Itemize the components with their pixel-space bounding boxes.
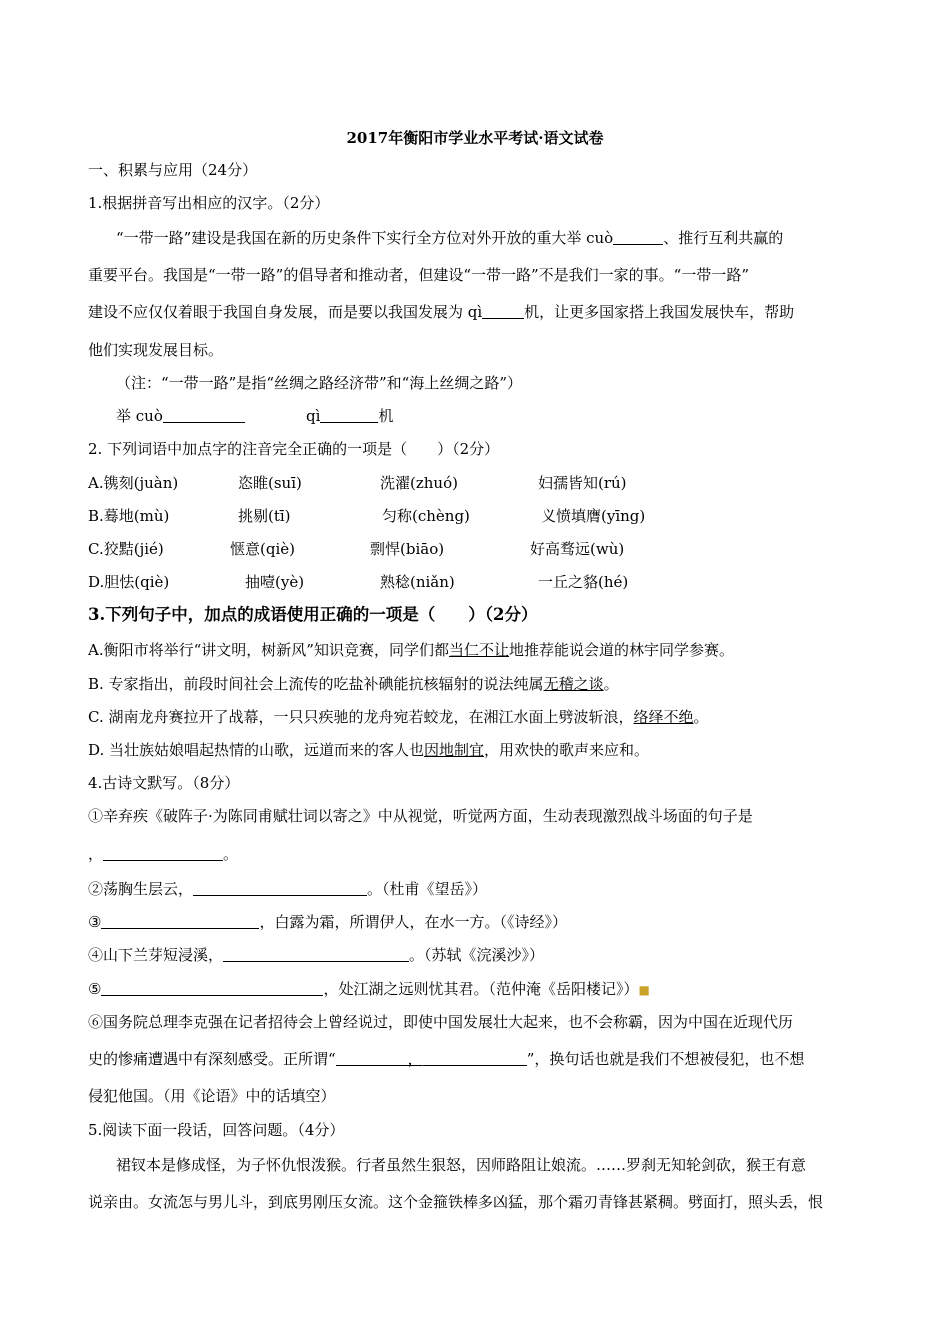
- q2-option: 惬意(qiè): [230, 540, 295, 558]
- q3-text: 。: [603, 675, 619, 693]
- q2-option: C.狡黠(jié): [88, 540, 164, 558]
- q3-text: D. 当壮族姑娘唱起热情的山歌，远道而来的客人也: [88, 741, 425, 759]
- q3-option-c: [88, 707, 709, 727]
- q2-option-row-b: [0, 506, 950, 526]
- q1-para-line2: 重要平台。我国是“一带一路”的倡导者和推动者，但建设“一带一路”不是我们一家的事。“一带一路”: [88, 266, 750, 284]
- answer-label: 举 cuò: [116, 407, 163, 425]
- q4-item4: [88, 945, 544, 965]
- q3-stem: 3.下列句子中，加点的成语使用正确的一项是（ ）（2分）: [88, 605, 538, 624]
- q3-idiom: 因地制宜: [424, 741, 485, 759]
- stray-mark: ■: [638, 983, 650, 997]
- q2-option: 匀称(chèng): [382, 507, 470, 525]
- q2-option: 挑剔(tī): [238, 507, 291, 525]
- q2-option: 一丘之貉(hé): [538, 573, 629, 591]
- answer-blank-cuo[interactable]: [163, 407, 245, 423]
- q5-passage-line2: 说亲由。女流怎与男儿斗，到底男刚压女流。这个金箍铁棒多凶猛，那个霜刃青锋甚紧稠。劈面打，照头丢，恨: [88, 1193, 824, 1211]
- q4-stem: 4.古诗文默写。（8分）: [88, 774, 240, 792]
- q4-item5: [88, 979, 650, 1000]
- q2-option-row-d: [0, 572, 950, 592]
- q1-answer-qi: [306, 406, 393, 426]
- q3-idiom: 络绎不绝: [633, 708, 694, 726]
- q3-option-b: [88, 674, 619, 694]
- section-heading: 一、积累与应用（24分）: [88, 161, 258, 179]
- q4-text: ，: [407, 1050, 423, 1068]
- q4-blank-6a[interactable]: [336, 1050, 408, 1066]
- q3-text: 。: [693, 708, 709, 726]
- q1-answer-cuo: [116, 406, 245, 426]
- q2-option: 洗濯(zhuó): [380, 474, 458, 492]
- q2-option: 抽噎(yè): [245, 573, 305, 591]
- q1-para-line3: [88, 302, 794, 322]
- q3-idiom: 当仁不让: [448, 641, 509, 659]
- q3-text: C. 湖南龙舟赛拉开了战幕，一只只疾驰的龙舟宛若蛟龙，在湘江水面上劈波斩浪，: [88, 708, 634, 726]
- q1-note: （注：“一带一路”是指“丝绸之路经济带”和“海上丝绸之路”）: [116, 374, 523, 392]
- q4-blank-1[interactable]: [103, 845, 223, 861]
- q4-text: ③: [88, 913, 102, 931]
- q3-option-a: [88, 640, 734, 660]
- q4-item2: [88, 879, 487, 899]
- q2-stem: 2. 下列词语中加点字的注音完全正确的一项是（ ）（2分）: [88, 440, 500, 458]
- q2-option: 妇孺皆知(rú): [538, 474, 627, 492]
- q4-blank-5[interactable]: [101, 980, 323, 996]
- q1-text: 建设不应仅仅着眼于我国自身发展，而是要以我国发展为 qì: [88, 303, 483, 321]
- q3-idiom: 无稽之谈: [543, 675, 604, 693]
- q1-text: 、推行互利共赢的: [663, 229, 784, 247]
- q2-option: 熟稔(niǎn): [380, 573, 455, 591]
- q2-option: 剽悍(biāo): [370, 540, 445, 558]
- q4-text: 。（苏轼《浣溪沙》）: [409, 946, 545, 964]
- q4-item6-line2: [88, 1049, 804, 1069]
- q4-text: ”，换句话也就是我们不想被侵犯，也不想: [526, 1050, 805, 1068]
- q2-option: A.镌刻(juàn): [88, 474, 179, 492]
- q5-stem: 5.阅读下面一段话，回答问题。（4分）: [88, 1121, 345, 1139]
- q2-option-row-c: [0, 539, 950, 559]
- q4-item1-answer: [88, 844, 238, 864]
- q4-text: ②荡胸生层云，: [88, 880, 194, 898]
- answer-label: 机: [378, 407, 394, 425]
- answer-label: qì: [306, 407, 321, 425]
- q4-item3: [88, 912, 567, 932]
- q2-option: B.蓦地(mù): [88, 507, 170, 525]
- q4-blank-6b[interactable]: [423, 1050, 527, 1066]
- q4-text: ④山下兰芽短浸溪，: [88, 946, 224, 964]
- q1-text: 机，让更多国家搭上我国发展快车，帮助: [524, 303, 795, 321]
- q1-blank-qi[interactable]: [482, 303, 524, 319]
- q4-blank-2[interactable]: [193, 880, 367, 896]
- q4-text: ，白露为霜，所谓伊人，在水一方。（《诗经》）: [259, 913, 567, 931]
- q2-option: 义愤填膺(yīng): [541, 507, 646, 525]
- q3-text: A.衡阳市将举行“讲文明，树新风”知识竞赛，同学们都: [88, 641, 449, 659]
- q4-text: 。: [223, 845, 239, 863]
- q1-para-line1: [116, 228, 783, 248]
- q1-blank-cuo[interactable]: [613, 229, 663, 245]
- q1-para-line4: 他们实现发展目标。: [88, 341, 224, 359]
- q5-passage-line1: 裙钗本是修成怪，为子怀仇恨泼猴。行者虽然生狠怒，因师路阻让娘流。……罗刹无知轮剑砍，猴王有意: [116, 1156, 807, 1174]
- q4-item6-line1: ⑥国务院总理李克强在记者招待会上曾经说过，即使中国发展壮大起来，也不会称霸，因为中国在近现代历: [88, 1013, 794, 1031]
- q4-item6-line3: 侵犯他国。（用《论语》中的话填空）: [88, 1087, 336, 1105]
- q4-blank-4[interactable]: [223, 946, 409, 962]
- q4-item1: ①辛弃疾《破阵子·为陈同甫赋壮词以寄之》中从视觉，听觉两方面，生动表现激烈战斗场面的句子是: [88, 807, 753, 825]
- q3-text: 地推荐能说会道的林宇同学参赛。: [508, 641, 734, 659]
- q2-option-row-a: [0, 473, 950, 493]
- q2-option: 好高骛远(wù): [530, 540, 625, 558]
- q1-stem: 1.根据拼音写出相应的汉字。（2分）: [88, 194, 330, 212]
- q2-option: D.胆怯(qiè): [88, 573, 170, 591]
- q4-text: 史的惨痛遭遇中有深刻感受。正所谓“: [88, 1050, 336, 1068]
- page-title: 2017年衡阳市学业水平考试·语文试卷: [346, 129, 604, 147]
- q3-text: ，用欢快的歌声来应和。: [484, 741, 650, 759]
- q4-text: ，处江湖之远则忧其君。（范仲淹《岳阳楼记》）: [323, 980, 639, 998]
- q4-blank-3[interactable]: [101, 913, 259, 929]
- q4-text: ，: [88, 845, 104, 863]
- q4-text: 。（杜甫《望岳》）: [367, 880, 488, 898]
- q1-text: “一带一路”建设是我国在新的历史条件下实行全方位对外开放的重大举 cuò: [116, 229, 614, 247]
- q3-text: B. 专家指出，前段时间社会上流传的吃盐补碘能抗核辐射的说法纯属: [88, 675, 544, 693]
- answer-blank-qi[interactable]: [320, 407, 378, 423]
- q2-option: 恣睢(suī): [238, 474, 302, 492]
- q3-option-d: [88, 740, 649, 760]
- q4-text: ⑤: [88, 980, 102, 998]
